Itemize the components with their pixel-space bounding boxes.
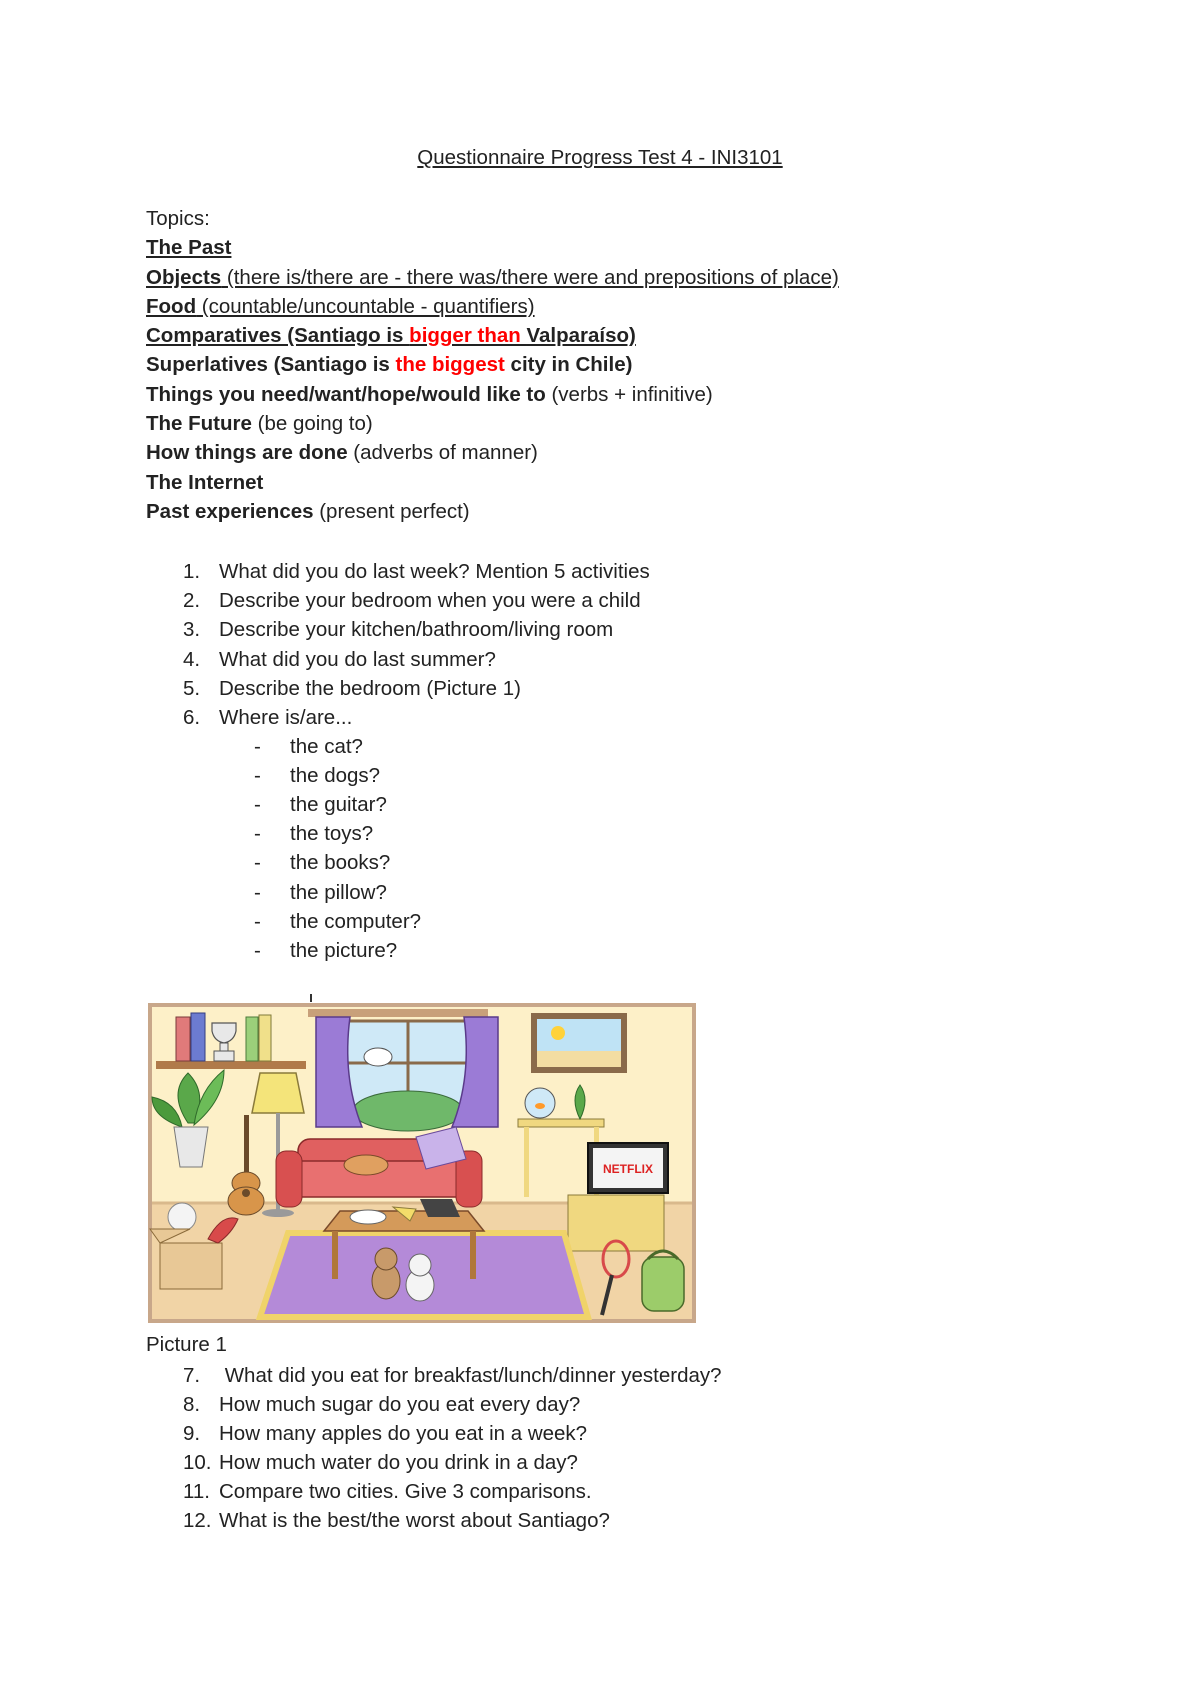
question-7: 7. What did you eat for breakfast/lunch/dinner yesterday?	[183, 1364, 722, 1387]
topic-superlatives: Superlatives (Santiago is the biggest city in Chile)	[146, 353, 633, 377]
where-item-toys: - the toys?	[254, 822, 374, 845]
question-8: 8. How much sugar do you eat every day?	[183, 1393, 581, 1416]
wall-picture	[531, 1013, 627, 1073]
where-item-computer: - the computer?	[254, 910, 422, 933]
topic-comparatives: Comparatives (Santiago is bigger than Valparaíso)	[146, 324, 636, 348]
where-item-books: - the books?	[254, 851, 391, 874]
topic-things-you-need: Things you need/want/hope/would like to (verbs + infinitive)	[146, 382, 713, 406]
where-item-guitar: - the guitar?	[254, 793, 387, 816]
text-cursor-mark	[310, 994, 312, 1002]
topics-section	[146, 204, 839, 526]
question-9: 9. How many apples do you eat in a week?	[183, 1422, 588, 1445]
question-6: 6. Where is/are...	[183, 706, 353, 729]
question-1: 1. What did you do last week? Mention 5 activities	[183, 560, 650, 583]
where-item-picture: - the picture?	[254, 939, 398, 962]
topic-the-future: The Future (be going to)	[146, 412, 373, 436]
where-item-pillow: - the pillow?	[254, 881, 387, 904]
picture-caption: Picture 1	[146, 1333, 227, 1356]
topic-the-past: The Past	[146, 236, 232, 260]
question-11: 11. Compare two cities. Give 3 comparisons.	[183, 1480, 592, 1503]
tv-logo-text: NETFLIX	[603, 1162, 653, 1176]
sofa	[276, 1127, 482, 1207]
question-2: 2. Describe your bedroom when you were a child	[183, 589, 641, 612]
question-3: 3. Describe your kitchen/bathroom/living room	[183, 618, 614, 641]
question-12: 12. What is the best/the worst about Santiago?	[183, 1509, 610, 1532]
topic-how-things-are-done: How things are done (adverbs of manner)	[146, 441, 538, 465]
topic-the-internet: The Internet	[146, 470, 264, 494]
living-room-illustration	[148, 1003, 696, 1323]
window	[308, 1009, 498, 1131]
question-10: 10. How much water do you drink in a day?	[183, 1451, 578, 1474]
topic-past-experiences: Past experiences (present perfect)	[146, 499, 470, 523]
where-item-dogs: - the dogs?	[254, 764, 381, 787]
topic-food: Food (countable/uncountable - quantifiers)	[146, 294, 535, 318]
document-title: Questionnaire Progress Test 4 - INI3101	[417, 146, 783, 169]
topic-objects: Objects (there is/there are - there was/there were and prepositions of place)	[146, 265, 839, 289]
cat	[344, 1155, 388, 1175]
question-5: 5. Describe the bedroom (Picture 1)	[183, 677, 521, 700]
topics-label: Topics:	[146, 207, 210, 230]
where-item-cat: - the cat?	[254, 735, 363, 758]
question-4: 4. What did you do last summer?	[183, 648, 496, 671]
